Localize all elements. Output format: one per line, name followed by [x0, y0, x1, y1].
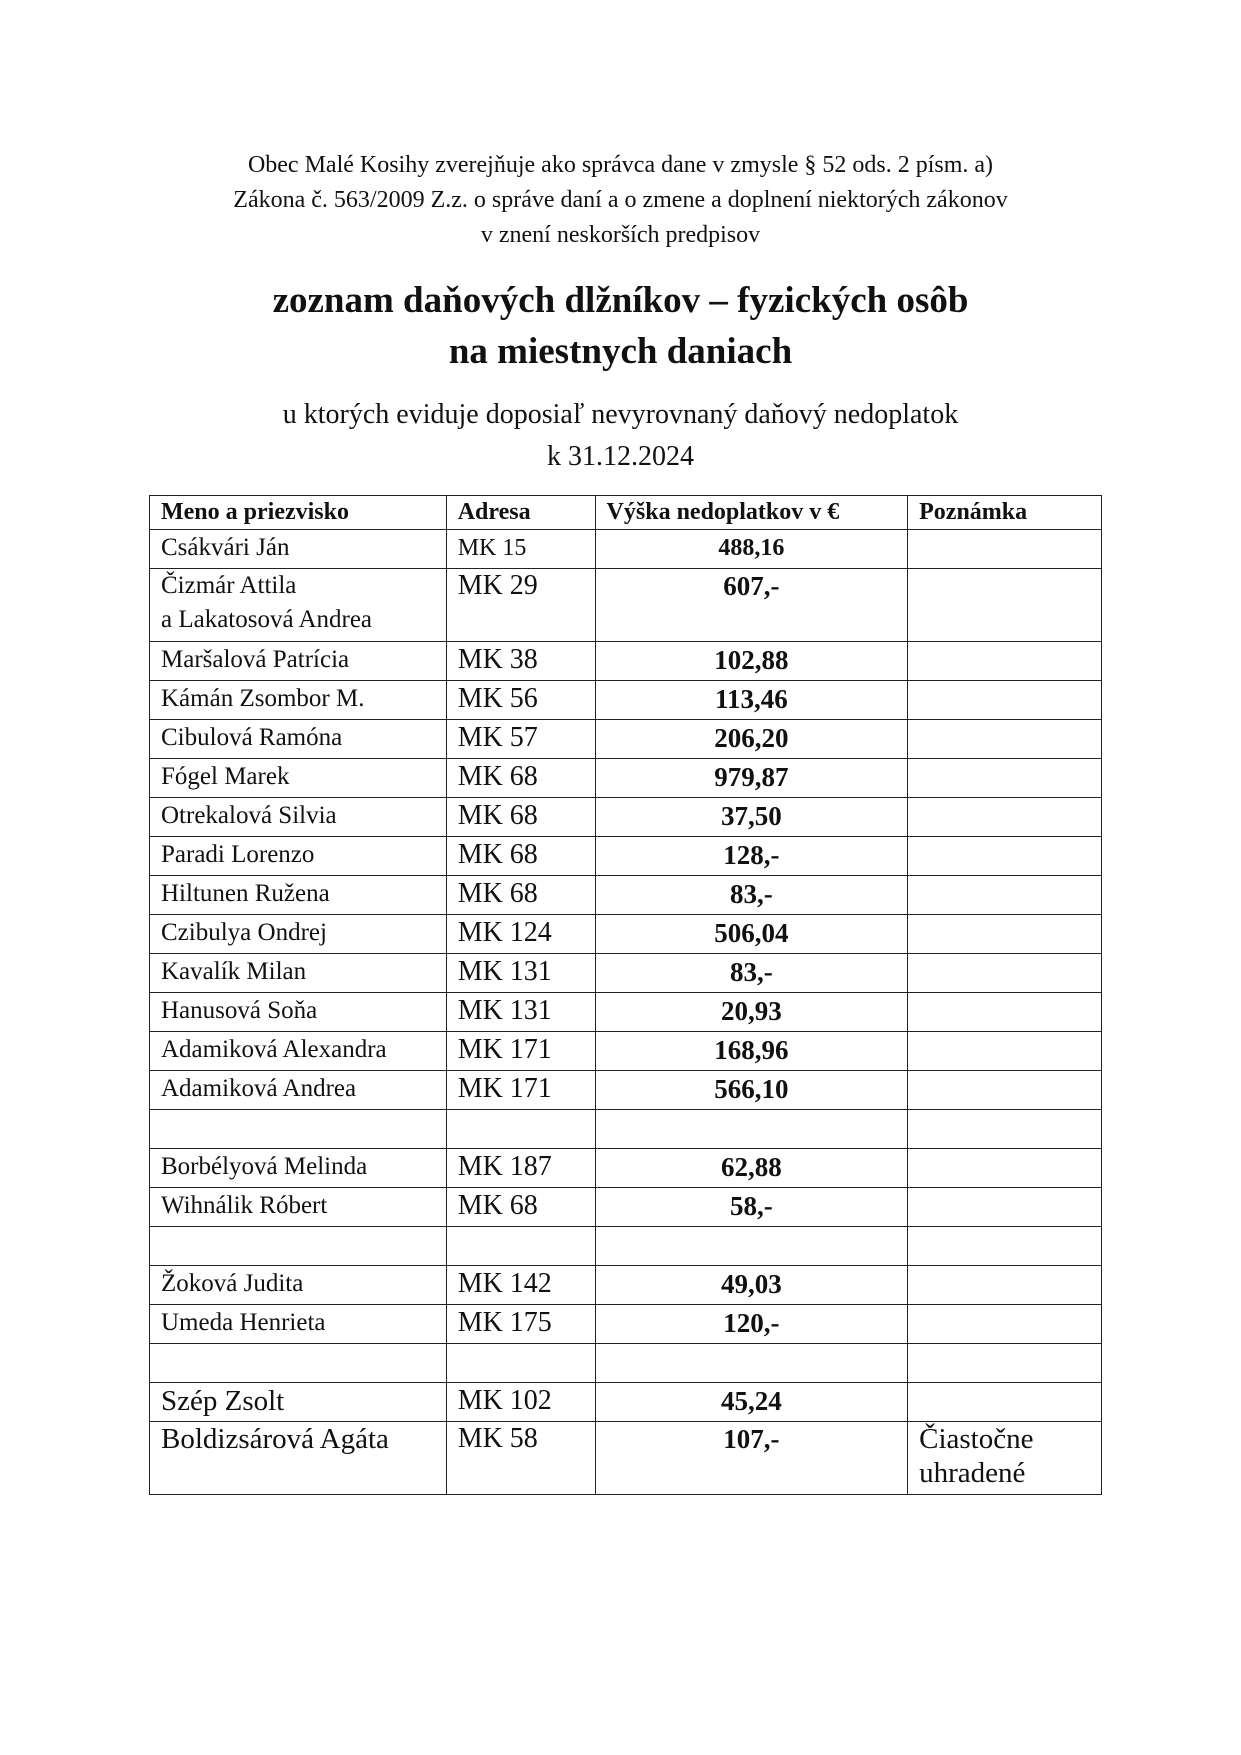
debtor-name-cell	[150, 530, 447, 569]
intro-line: Zákona č. 563/2009 Z.z. o správe daní a o zmene a doplnení niektorých zákonov	[233, 187, 1008, 213]
debtor-name: Czibulya Ondrej	[161, 919, 327, 946]
amount-cell: 566,10	[595, 1071, 908, 1110]
debtor-name: Boldizsárová Agáta	[161, 1423, 389, 1455]
document-title	[120, 275, 1121, 377]
address-cell: MK 38	[446, 642, 595, 681]
debtor-name-cell	[150, 1383, 447, 1422]
debtor-name: Maršalová Patrícia	[161, 646, 350, 673]
table-row	[150, 915, 1102, 954]
debtors-table	[149, 495, 1102, 1495]
table-row	[150, 642, 1102, 681]
table-row	[150, 569, 1102, 642]
note-cell	[908, 993, 1102, 1032]
column-header-address: Adresa	[446, 496, 595, 530]
note-cell	[908, 1344, 1102, 1383]
table-row	[150, 1305, 1102, 1344]
amount-cell: 128,-	[595, 837, 908, 876]
note-cell	[908, 681, 1102, 720]
amount-cell	[595, 1110, 908, 1149]
address-cell: MK 171	[446, 1032, 595, 1071]
debtor-name-cell	[150, 569, 447, 642]
debtor-name: Kavalík Milan	[161, 958, 307, 985]
debtor-name: Umeda Henrieta	[161, 1309, 326, 1336]
note-cell	[908, 837, 1102, 876]
address-cell	[446, 1227, 595, 1266]
address-cell: MK 15	[446, 530, 595, 569]
amount-cell: 20,93	[595, 993, 908, 1032]
document-subtitle	[120, 394, 1121, 478]
debtor-name-cell	[150, 993, 447, 1032]
table-row	[150, 681, 1102, 720]
amount-cell: 506,04	[595, 915, 908, 954]
intro-line: Obec Malé Kosihy zverejňuje ako správca dane v zmysle § 52 ods. 2 písm. a)	[247, 152, 994, 178]
amount-cell: 49,03	[595, 1266, 908, 1305]
address-cell: MK 68	[446, 759, 595, 798]
debtor-name-cell	[150, 1188, 447, 1227]
address-cell: MK 102	[446, 1383, 595, 1422]
debtor-name-cell	[150, 915, 447, 954]
table-header-row	[150, 496, 1102, 530]
debtor-name: Adamiková Alexandra	[161, 1036, 387, 1063]
column-header-name: Meno a priezvisko	[150, 496, 447, 530]
amount-cell: 120,-	[595, 1305, 908, 1344]
debtor-name: Adamiková Andrea	[161, 1075, 357, 1102]
note-cell	[908, 1032, 1102, 1071]
note-cell	[908, 1383, 1102, 1422]
debtor-name-cell	[150, 759, 447, 798]
note-cell	[908, 530, 1102, 569]
debtor-name-cell	[150, 642, 447, 681]
amount-cell: 102,88	[595, 642, 908, 681]
amount-cell	[595, 1344, 908, 1383]
table-row	[150, 1188, 1102, 1227]
address-cell: MK 58	[446, 1422, 595, 1495]
column-header-amount: Výška nedoplatkov v €	[595, 496, 908, 530]
note-cell	[908, 876, 1102, 915]
note-cell	[908, 798, 1102, 837]
note-cell	[908, 1305, 1102, 1344]
note-cell	[908, 569, 1102, 642]
amount-cell: 979,87	[595, 759, 908, 798]
debtor-name-cell	[150, 1305, 447, 1344]
note-cell	[908, 1266, 1102, 1305]
address-cell: MK 131	[446, 954, 595, 993]
debtor-name-cell	[150, 954, 447, 993]
table-row	[150, 1344, 1102, 1383]
debtor-name-cell	[150, 1032, 447, 1071]
amount-cell: 168,96	[595, 1032, 908, 1071]
table-row	[150, 798, 1102, 837]
address-cell: MK 175	[446, 1305, 595, 1344]
note-cell	[908, 954, 1102, 993]
table-row	[150, 1071, 1102, 1110]
debtor-name-cell	[150, 876, 447, 915]
note-cell	[908, 720, 1102, 759]
amount-cell: 58,-	[595, 1188, 908, 1227]
debtor-name-cell	[150, 798, 447, 837]
table-row	[150, 1383, 1102, 1422]
address-cell: MK 68	[446, 798, 595, 837]
address-cell: MK 56	[446, 681, 595, 720]
note-cell	[908, 1071, 1102, 1110]
table-row	[150, 1422, 1102, 1495]
amount-cell: 37,50	[595, 798, 908, 837]
amount-cell: 113,46	[595, 681, 908, 720]
table-row	[150, 837, 1102, 876]
debtor-name-cell	[150, 1422, 447, 1495]
address-cell: MK 68	[446, 876, 595, 915]
address-cell	[446, 1110, 595, 1149]
amount-cell	[595, 1227, 908, 1266]
debtor-name: Szép Zsolt	[161, 1385, 285, 1417]
debtor-name-cell	[150, 720, 447, 759]
debtor-name: Kámán Zsombor M.	[161, 685, 365, 712]
note-cell	[908, 642, 1102, 681]
debtor-name: Žoková Judita	[161, 1270, 304, 1297]
debtor-name-cell	[150, 1227, 447, 1266]
table-row	[150, 1110, 1102, 1149]
intro-paragraph	[120, 148, 1121, 253]
debtor-name-cell	[150, 1110, 447, 1149]
table-row	[150, 720, 1102, 759]
title-line: zoznam daňových dlžníkov – fyzických osôb	[272, 280, 969, 321]
intro-line: v znení neskorších predpisov	[480, 222, 761, 248]
address-cell: MK 187	[446, 1149, 595, 1188]
debtor-name: Čizmár Attila	[161, 572, 297, 599]
note-text: Čiastočne	[919, 1423, 1034, 1455]
table-row	[150, 876, 1102, 915]
table-row	[150, 530, 1102, 569]
note-cell	[908, 1188, 1102, 1227]
table-row	[150, 1032, 1102, 1071]
debtor-name: Csákvári Ján	[161, 534, 290, 561]
note-cell	[908, 1149, 1102, 1188]
note-cell	[908, 759, 1102, 798]
debtor-name-cell	[150, 837, 447, 876]
debtor-name-cell	[150, 1266, 447, 1305]
address-cell: MK 57	[446, 720, 595, 759]
amount-cell: 83,-	[595, 954, 908, 993]
debtor-name-cell	[150, 1344, 447, 1383]
address-cell	[446, 1344, 595, 1383]
amount-cell: 107,-	[595, 1422, 908, 1495]
note-cell	[908, 1110, 1102, 1149]
table-row	[150, 1149, 1102, 1188]
table-row	[150, 954, 1102, 993]
debtor-name: Hiltunen Ružena	[161, 880, 330, 907]
amount-cell: 206,20	[595, 720, 908, 759]
debtor-name: Paradi Lorenzo	[161, 841, 315, 868]
note-cell	[908, 915, 1102, 954]
amount-cell: 488,16	[595, 530, 908, 569]
debtor-name: Cibulová Ramóna	[161, 724, 343, 751]
address-cell: MK 68	[446, 1188, 595, 1227]
amount-cell: 62,88	[595, 1149, 908, 1188]
debtor-name-cell	[150, 1071, 447, 1110]
table-row	[150, 1266, 1102, 1305]
address-cell: MK 171	[446, 1071, 595, 1110]
debtor-name: Borbélyová Melinda	[161, 1153, 368, 1180]
note-cell	[908, 1422, 1102, 1495]
address-cell: MK 142	[446, 1266, 595, 1305]
debtor-name-cell	[150, 1149, 447, 1188]
table-body	[150, 530, 1102, 1495]
note-text: uhradené	[919, 1457, 1026, 1489]
debtor-name: Wihnálik Róbert	[161, 1192, 328, 1219]
note-cell	[908, 1227, 1102, 1266]
table-row	[150, 759, 1102, 798]
subtitle-line: u ktorých eviduje doposiaľ nevyrovnaný daňový nedoplatok	[282, 399, 959, 430]
title-line: na miestnych daniach	[448, 331, 793, 372]
amount-cell: 45,24	[595, 1383, 908, 1422]
address-cell: MK 124	[446, 915, 595, 954]
address-cell: MK 29	[446, 569, 595, 642]
subtitle-date: k 31.12.2024	[547, 441, 694, 472]
amount-cell: 607,-	[595, 569, 908, 642]
debtor-name: Hanusová Soňa	[161, 997, 318, 1024]
table-row	[150, 993, 1102, 1032]
debtor-name: Fógel Marek	[161, 763, 290, 790]
debtor-name: a Lakatosová Andrea	[161, 606, 373, 633]
debtor-name: Otrekalová Silvia	[161, 802, 337, 829]
table-row	[150, 1227, 1102, 1266]
debtor-name-cell	[150, 681, 447, 720]
address-cell: MK 131	[446, 993, 595, 1032]
column-header-note: Poznámka	[908, 496, 1102, 530]
amount-cell: 83,-	[595, 876, 908, 915]
address-cell: MK 68	[446, 837, 595, 876]
